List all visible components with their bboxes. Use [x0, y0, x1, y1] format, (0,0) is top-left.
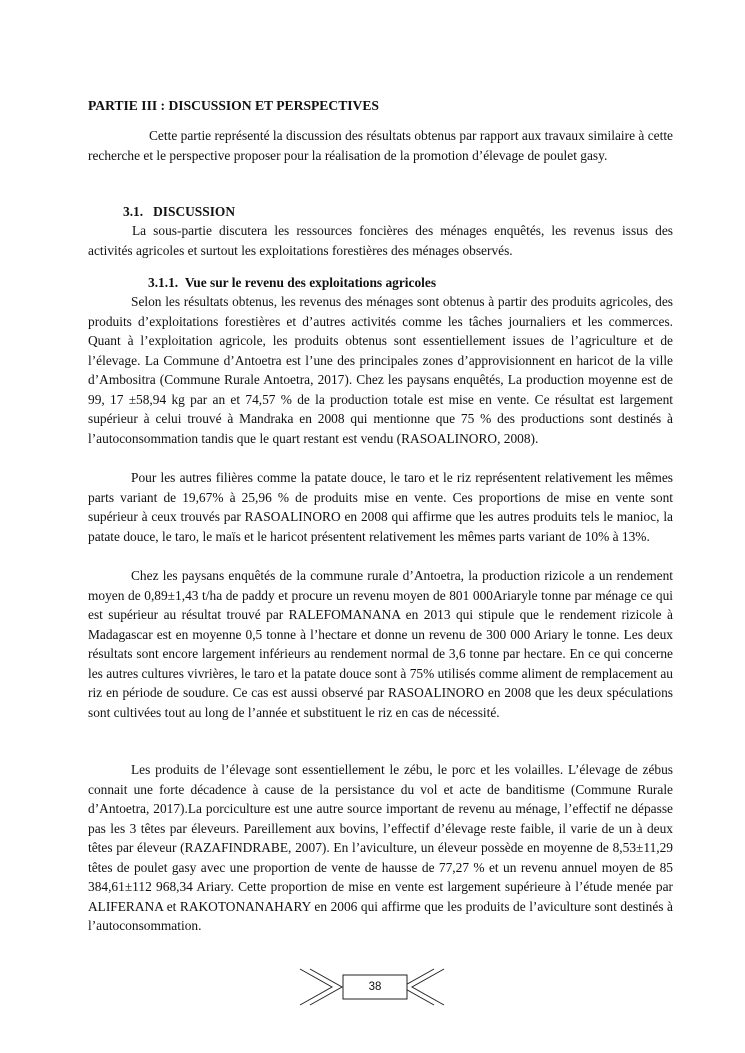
section-heading-3-1-1 [148, 273, 733, 293]
section-heading-3-1 [123, 202, 708, 222]
body-paragraph: Selon les résultats obtenus, les revenus des ménages sont obtenus à partir des produits agricoles, des produits d’exploitations forestières et d’autres activités comme les tâches journaliers et les commerces. Quant à l’exploitation agricole, les produits obtenus sont essentiellement issues de l’agriculture et de l’élevage. La Commune d’Antoetra est l’une des principales zones d’approvisionnent en haricot de la ville d’Ambositra (Commune Rurale Antoetra, 2017). Chez les paysans enquêtés, La production moyenne est de 99, 17 ±58,94 kg par an et 74,57 % de la production totale est mise en vente. Ce résultat est largement supérieur à celui trouvé à Mandraka en 2008 qui mentionne que 75 % des productions sont destinés à l’autoconsommation tandis que le quart restant est vendu (RASOALINORO, 2008). [88, 294, 673, 446]
section-intro-paragraph: La sous-partie discutera les ressources foncières des ménages enquêtés, les revenus issus des activités agricoles et surtout les exploitations forestières des ménages observés. [88, 223, 673, 258]
section-number: 3.1.1. [148, 275, 179, 290]
section-title: Vue sur le revenu des exploitations agricoles [184, 275, 437, 290]
intro-paragraph: Cette partie représenté la discussion des résultats obtenus par rapport aux travaux similaire à cette recherche et le perspective proposer pour la réalisation de la promotion d’élevage de poulet gasy. [88, 128, 673, 163]
section-number: 3.1. [123, 204, 144, 219]
section-title: DISCUSSION [153, 204, 236, 219]
page-number: 38 [368, 981, 382, 993]
body-paragraph: Les produits de l’élevage sont essentiellement le zébu, le porc et les volailles. L’élevage de zébus connait une forte décadence à cause de la persistance du vol et acte de banditisme (Commune Rurale d’Antoetra, 2017).La porciculture est une autre source important de revenu au ménage, l’effectif ne dépasse pas les 3 têtes par éleveurs. Pareillement aux bovins, l’effectif d’élevage reste faible, il varie de un à deux têtes par éleveur (RAZAFINDRABE, 2007). En l’aviculture, un éleveur possède en moyenne de 8,53±11,29 têtes de poulet gasy avec une proportion de vente de hausse de 77,27 % et un revenu annuel moyen de 85 384,61±112 968,34 Ariary. Cette proportion de mise en vente est largement supérieure à l’étude menée par ALIFERANA et RAKOTONANAHARY en 2006 qui affirme que les produits de l’aviculture sont destinés à l’autoconsommation. [88, 762, 673, 934]
page-title: PARTIE III : DISCUSSION ET PERSPECTIVES [88, 98, 379, 113]
body-paragraph: Chez les paysans enquêtés de la commune rurale d’Antoetra, la production rizicole a un rendement moyen de 0,89±1,43 t/ha de paddy et procure un revenu moyen de 801 000Ariaryle tonne par ménage ce qui est supérieur au résultat trouvé par RALEFOMANANA en 2013 qui stipule que le rendement rizicole à Madagascar est en moyenne 0,5 tonne à l’hectare et donne un revenu de 300 000 Ariary le tonne. Les deux résultats sont encore largement inférieurs au rendement normal de 3,6 tonne par hectare. En ce qui concerne les autres cultures vivrières, le taro et la patate douce sont à 75% utilisés comme aliment de remplacement au riz en période de soudure. Ce cas est aussi observé par RASOALINORO en 2008 que les deux spéculations sont cultivées tout au long de l’année et substituent le riz en cas de nécessité. [88, 568, 673, 720]
body-paragraph: Pour les autres filières comme la patate douce, le taro et le riz représentent relativement les mêmes parts variant de 19,67% à 25,96 % de produits mise en vente. Ces proportions de mise en vente sont supérieur à ceux trouvés par RASOALINORO en 2008 qui affirme que les autres produits tels le manioc, la patate douce, le taro, le maïs et le haricot présentent relativement les mêmes parts variant de 10% à 13%. [88, 470, 673, 544]
